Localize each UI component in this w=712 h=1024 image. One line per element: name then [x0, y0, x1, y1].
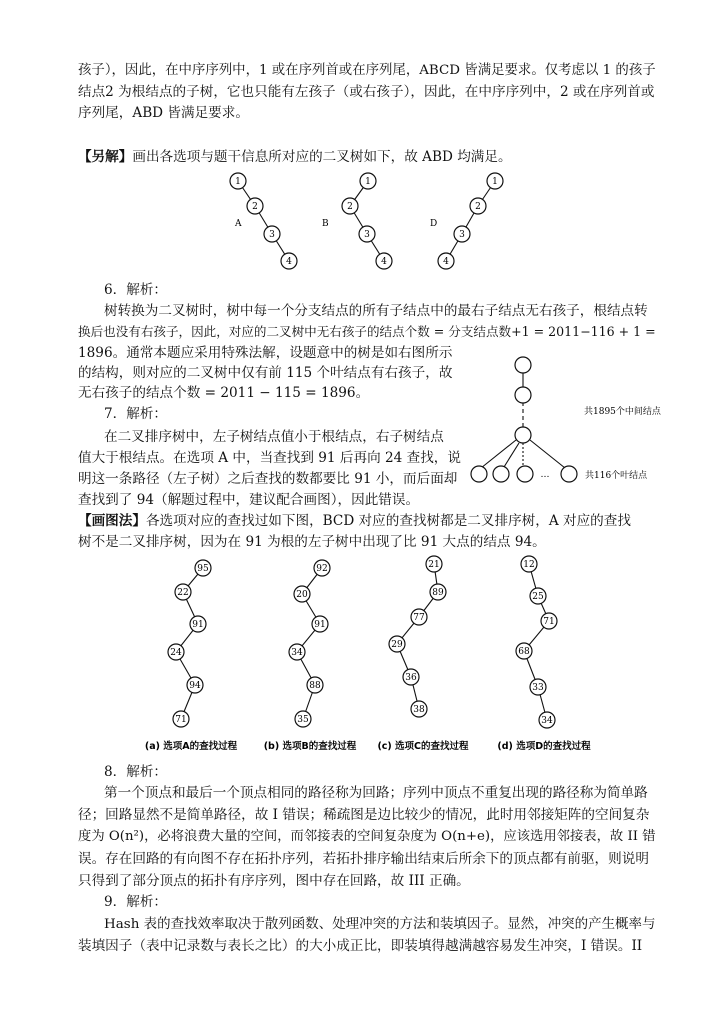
figure-caption: (c) 选项C的查找过程 [377, 741, 469, 752]
node-label: 24 [170, 648, 182, 658]
figure-caption: (a) 选项A的查找过程 [144, 741, 238, 752]
tree-node [515, 357, 531, 373]
node-label: 68 [518, 647, 530, 657]
node-label: 38 [413, 705, 425, 715]
leaf-node [517, 466, 533, 482]
figure-caption: (b) 选项B的查找过程 [263, 741, 357, 752]
section-title-8: 8．解析： [104, 764, 168, 780]
leaf-node [493, 466, 509, 482]
paragraph-line: 明这一条路径（左子树）之后查找的数都要比 91 小，而后面却 [78, 471, 458, 487]
paragraph-line: 查找到了 94（解题过程中，建议配合画图），因此错误。 [78, 492, 420, 508]
paragraph-line: 只得到了部分顶点的拓扑有序序列，图中存在回路，故 III 正确。 [78, 873, 470, 889]
node-label: 91 [192, 620, 204, 630]
node-label: 34 [541, 716, 553, 726]
leaf-nodes-label: 共116个叶结点 [585, 471, 648, 481]
node-label: 22 [177, 588, 189, 598]
node-label: 3 [269, 230, 275, 240]
tree-b [322, 173, 392, 269]
paragraph-line: 孩子），因此，在中序序列中，1 或在序列首或在序列尾，ABCD 皆满足要求。仅考虑以 1 的孩子 [78, 63, 656, 78]
node-label: 3 [364, 230, 370, 240]
paragraph-line: 装填因子（表中记录数与表长之比）的大小成正比，即装填得越满越容易发生冲突，I 错误。II [78, 938, 643, 954]
drawing-method-line [78, 512, 631, 530]
node-label: 1 [235, 177, 241, 187]
node-label: 2 [252, 202, 258, 212]
paragraph-line: 在二叉排序树中，左子树结点值小于根结点，右子树结点 [104, 429, 444, 445]
search-tree-d [497, 556, 591, 752]
node-label: 1 [365, 177, 371, 187]
node-label: 33 [532, 683, 544, 693]
paragraph-line: 误。存在回路的有向图不存在拓扑序列，若拓扑排序输出结束后所余下的顶点都有前驱，则说明 [78, 851, 649, 867]
drawing-method-label: 【画图法】 [78, 513, 146, 529]
option-label: B [322, 219, 329, 229]
node-label: 20 [296, 590, 308, 600]
paragraph-line: Hash 表的查找效率取决于散列函数、处理冲突的方法和装填因子。显然，冲突的产生概率与 [104, 916, 656, 932]
leaf-node [471, 466, 487, 482]
node-label: 4 [443, 257, 449, 267]
option-label: D [430, 219, 438, 229]
node-label: 1 [492, 177, 498, 187]
paragraph-line: 度为 O(n²)，必将浪费大量的空间，而邻接表的空间复杂度为 O(n+e)，应该选用邻接表，故 II 错 [78, 829, 656, 844]
paragraph-line: 树不是二叉排序树，因为在 91 为根的左子树中出现了比 91 大点的结点 94。 [78, 534, 546, 550]
paragraph-line: 值大于根结点。在选项 A 中，当查找到 91 后再向 24 查找，说 [78, 450, 461, 466]
node-label: 71 [543, 617, 555, 627]
alt-solution-text: 画出各选项与题干信息所对应的二叉树如下，故 ABD 均满足。 [132, 149, 512, 165]
middle-nodes-label: 共1895个中间结点 [584, 407, 661, 417]
alt-solution-line [78, 148, 512, 166]
figure-search-paths [0, 556, 712, 756]
leaf-node [561, 466, 577, 482]
paragraph-line: 换后也没有右孩子，因此，对应的二叉树中无右孩子的结点个数 = 分支结点数+1 = 2011−116 + 1 = [78, 324, 656, 339]
option-label: A [235, 219, 242, 229]
node-label: 89 [432, 588, 444, 598]
figure-caption: (d) 选项D的查找过程 [497, 741, 591, 752]
node-label: 92 [316, 564, 328, 574]
node-label: 88 [309, 681, 321, 691]
paragraph-line: 序列尾，ABD 皆满足要求。 [78, 105, 249, 121]
search-tree-b [264, 560, 357, 752]
paragraph-line: 树转换为二叉树时，树中每一个分支结点的所有子结点中的最右子结点无右孩子，根结点转 [104, 303, 648, 319]
node-label: 21 [428, 560, 440, 570]
node-label: 29 [391, 640, 403, 650]
node-label: 95 [197, 564, 209, 574]
node-label: 91 [314, 620, 326, 630]
tree-node [515, 427, 531, 443]
tree-a [230, 173, 297, 269]
node-label: 35 [297, 715, 309, 725]
search-tree-c [377, 556, 469, 752]
paragraph-line: 的结构，则对应的二叉树中仅有前 115 个叶结点有右孩子，故 [78, 365, 453, 381]
paragraph-line: 无右孩子的结点个数 = 2011 − 115 = 1896。 [78, 385, 370, 401]
tree-d [430, 173, 503, 269]
node-label: 71 [175, 715, 187, 725]
node-label: 94 [189, 681, 201, 691]
node-label: 12 [523, 560, 535, 570]
node-label: 25 [532, 592, 544, 602]
ellipsis: … [540, 470, 550, 480]
alt-solution-label: 【另解】 [78, 149, 133, 165]
tree-node [515, 387, 531, 403]
search-tree-a [145, 560, 238, 752]
paragraph-line: 径；回路显然不是简单路径，故 I 错误；稀疏图是边比较少的情况，此时用邻接矩阵的空间复杂 [78, 807, 650, 823]
node-label: 2 [475, 202, 481, 212]
section-title-9: 9．解析： [104, 894, 168, 910]
node-label: 34 [291, 648, 303, 658]
section-title-7: 7．解析： [104, 406, 168, 422]
node-label: 4 [381, 257, 387, 267]
node-label: 77 [413, 613, 425, 623]
node-label: 3 [459, 230, 465, 240]
paragraph-line: 1896。通常本题应采用特殊法解，设题意中的树是如右图所示 [78, 345, 453, 361]
paragraph-line: 结点2 为根结点的子树，它也只能有左孩子（或右孩子），因此，在中序序列中，2 或在序列首或 [78, 84, 655, 100]
paragraph-line: 第一个顶点和最后一个顶点相同的路径称为回路；序列中顶点不重复出现的路径称为简单路 [104, 785, 648, 801]
section-title-6: 6．解析： [104, 282, 168, 298]
node-label: 4 [286, 257, 292, 267]
figure-binary-trees-abd [0, 165, 712, 275]
drawing-method-text: 各选项对应的查找过如下图，BCD 对应的查找树都是二叉排序树，A 对应的查找 [145, 513, 631, 529]
node-label: 36 [405, 673, 417, 683]
node-label: 2 [347, 202, 353, 212]
